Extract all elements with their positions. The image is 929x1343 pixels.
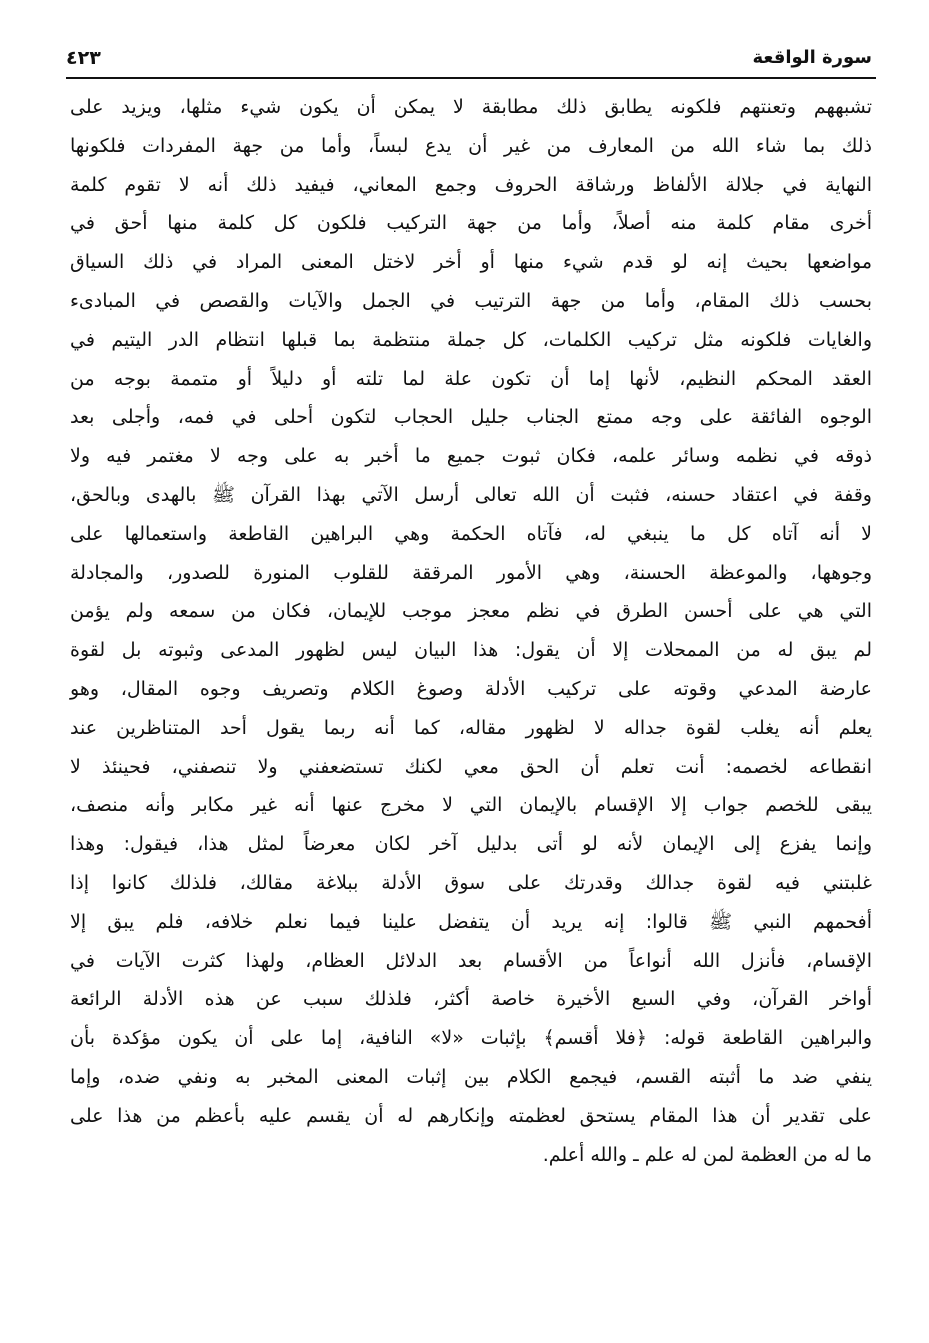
text-line: لم يبق له من الممحلات إلا أن يقول: هذا البيان ليس لظهور المدعى وثبوته بل لقوة bbox=[70, 639, 872, 662]
text-line: وقفة في اعتقاد حسنه، فثبت أن الله تعالى أرسل الآتي بهذا القرآن ﷺ بالهدى وبالحق، bbox=[70, 483, 872, 506]
text-line: ما له من العظمة لمن له علم ـ والله أعلم. bbox=[542, 1143, 872, 1166]
text-line: أخرى مقام كلمة منه أصلاً، وأما من جهة التركيب فلكون كل كلمة منها أحق في bbox=[70, 212, 872, 235]
header-divider bbox=[66, 77, 876, 79]
text-line: عارضة المدعي وقوته على تركيب الأدلة وصوغ الكلام وتصريف وجوه المقال، وهو bbox=[70, 677, 872, 700]
surah-title: سورة الواقعة bbox=[752, 47, 872, 68]
text-line: تشبههم وتعنتهم فلكونه يطابق ذلك مطابقة لا يمكن أن يكون شيء مثلها، ويزيد على bbox=[70, 96, 872, 118]
text-line: الإقسام، فأنزل الله أنواعاً من الأقسام بعد الدلائل العظام، ولهذا كثرت الآيات في bbox=[70, 949, 872, 972]
text-line: ذلك بما شاء الله من المعارف من غير أن يدع لبساً، وأما من جهة المفردات فلكونها bbox=[70, 134, 872, 157]
text-line: والبراهين القاطعة قوله: ﴿فلا أقسم﴾ بإثبات «لا» النافية، إما على أن يكون مؤكدة بأن bbox=[70, 1027, 872, 1050]
text-line: انقطاعه لخصمه: أنت تعلم أن الحق معي لكنك تستضعفني ولا تنصفني، فحينئذ لا bbox=[70, 755, 872, 778]
text-line: مواضعها بحيث إنه لو قدم شيء منها أو أخر لاختل المعنى المراد في ذلك السياق bbox=[70, 251, 872, 274]
text-line: على تقدير أن هذا المقام يستحق لعظمته وإنكارهم له أن يقسم عليه بأعظم من هذا على bbox=[70, 1104, 872, 1127]
text-line: وجوهها، والموعظة الحسنة، وهي الأمور المرققة للقلوب المنورة للصدور، والمجادلة bbox=[70, 561, 872, 584]
text-line: التي هي على أحسن الطرق في نظم معجز موجب للإيمان، فكان من سمعه ولم يؤمن bbox=[70, 600, 872, 623]
text-line: غلبتني فيه لقوة جدالك وقدرتك على سوق الأدلة ببلاغة مقالك، فلذلك كانوا إذا bbox=[70, 871, 872, 894]
text-line: الوجوه الفائقة على وجه ممتع الجناب جليل الحجاب لتكون أحلى في فمه، وأجلى بعد bbox=[70, 406, 872, 429]
text-line: العقد المحكم النظيم، لأنها إما أن تكون علة لما تلته أو دليلاً أو متممة بوجه من bbox=[70, 367, 872, 390]
text-line: بحسب ذلك المقام، وأما من جهة الترتيب في الجمل والآيات والقصص في المبادىء bbox=[70, 289, 872, 312]
text-line: يبقى للخصم جواب إلا الإقسام بالإيمان التي لا مخرج عنها أنه غير مكابر وأنه منصف، bbox=[70, 794, 872, 817]
text-line: وإنما يفزع إلى الإيمان لأنه لو أتى بدليل آخر لكان معرضاً لمثل هذا، فيقول: وهذا bbox=[70, 833, 872, 856]
text-line: أواخر القرآن، وفي السبع الأخيرة خاصة أكثر، فلذلك سبب عن هذه الأدلة الرائعة bbox=[70, 988, 872, 1011]
page-header bbox=[66, 44, 872, 74]
text-line: ذوقه في نظمه وسائر علمه، فكان ثبوت جميع ما أخبر به على وجه لا مغتمر فيه ولا bbox=[70, 445, 872, 468]
text-line: لا أنه آتاه كل ما ينبغي له، فآتاه الحكمة وهي البراهين القاطعة واستعمالها على bbox=[70, 522, 872, 545]
page-number: ٤٢٣ bbox=[66, 47, 101, 69]
body-text bbox=[70, 88, 872, 1174]
text-line: النهاية في جلالة الألفاظ ورشاقة الحروف وجمع المعاني، فيفيد ذلك أنه لا تقوم كلمة bbox=[70, 173, 872, 196]
text-line: يعلم أنه يغلب لقوة جداله لا لظهور مقاله، كما أنه ربما يقول أحد المتناظرين عند bbox=[70, 716, 872, 739]
text-line: ينفي ضد ما أثبته القسم، فيجمع الكلام بين إثبات المعنى المخبر به ونفي ضده، وإما bbox=[70, 1065, 872, 1088]
text-line: والغايات فلكونه مثل تركيب الكلمات، كل جملة منتظمة بما قبلها انتظام الدر اليتيم في bbox=[70, 328, 872, 351]
text-line: أفحمهم النبي ﷺ قالوا: إنه يريد أن يتفضل علينا فيما نعلم خلافه، فلم يبق إلا bbox=[70, 910, 872, 933]
